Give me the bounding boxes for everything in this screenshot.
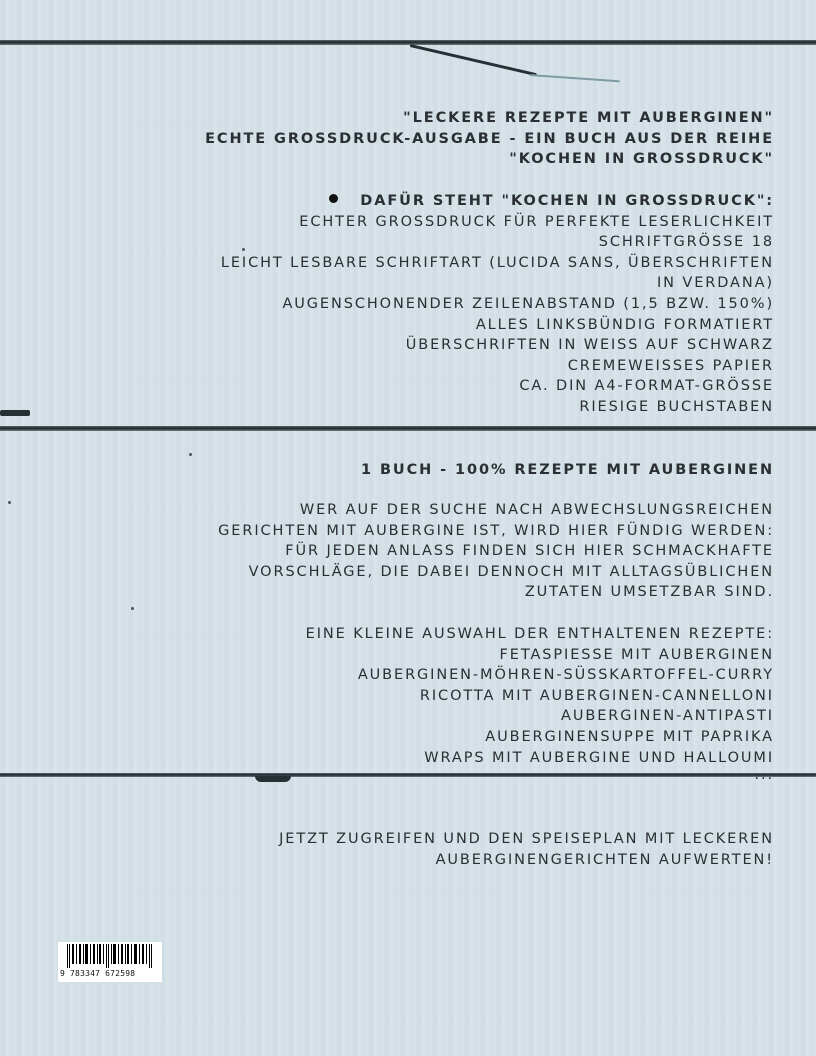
wood-speck bbox=[8, 501, 11, 504]
feature-item: RIESIGE BUCHSTABEN bbox=[579, 398, 774, 415]
feature-item: AUGENSCHONENDER ZEILENABSTAND (1,5 BZW. 150%) bbox=[282, 295, 774, 312]
wood-crack bbox=[0, 410, 30, 416]
wood-crack bbox=[255, 776, 291, 782]
recipe-item: RICOTTA MIT AUBERGINEN-CANNELLONI bbox=[419, 687, 774, 704]
barcode-digits: 9 783347 672598 bbox=[60, 969, 136, 978]
closing-line: AUBERGINENGERICHTEN AUFWERTEN! bbox=[435, 851, 774, 868]
recipe-item: AUBERGINENSUPPE MIT PAPRIKA bbox=[485, 728, 774, 745]
wood-plank-top bbox=[0, 0, 816, 40]
features-heading: DAFÜR STEHT "KOCHEN IN GROSSDRUCK": bbox=[360, 193, 774, 209]
header-section bbox=[205, 108, 774, 170]
book-title: "LECKERE REZEPTE MIT AUBERGINEN" bbox=[403, 110, 774, 126]
recipe-ellipsis: ... bbox=[754, 767, 774, 784]
wood-speck bbox=[131, 607, 134, 610]
recipe-item: WRAPS MIT AUBERGINE UND HALLOUMI bbox=[424, 749, 774, 766]
edition-line: ECHTE GROSSDRUCK-AUSGABE - EIN BUCH AUS DER REIHE bbox=[205, 130, 774, 147]
feature-item: IN VERDANA) bbox=[656, 275, 774, 292]
feature-item: ECHTER GROSSDRUCK FÜR PERFEKTE LESERLICHKEIT bbox=[299, 213, 774, 230]
recipe-item: FETASPIESSE MIT AUBERGINEN bbox=[499, 646, 774, 663]
intro-line: GERICHTEN MIT AUBERGINE IST, WIRD HIER FÜNDIG WERDEN: bbox=[218, 522, 774, 539]
series-name: "KOCHEN IN GROSSDRUCK" bbox=[509, 151, 774, 168]
content-heading: 1 BUCH - 100% REZEPTE MIT AUBERGINEN bbox=[361, 462, 774, 478]
wood-plank-bottom bbox=[0, 777, 816, 1056]
feature-item: CA. DIN A4-FORMAT-GRÖSSE bbox=[519, 378, 774, 395]
intro-line: VORSCHLÄGE, DIE DABEI DENNOCH MIT ALLTAGSÜBLICHEN bbox=[248, 563, 774, 580]
intro-line: WER AUF DER SUCHE NACH ABWECHSLUNGSREICHEN bbox=[299, 502, 774, 518]
feature-item: ALLES LINKSBÜNDIG FORMATIERT bbox=[475, 316, 774, 333]
intro-paragraph bbox=[218, 500, 774, 603]
feature-item: ÜBERSCHRIFTEN IN WEISS AUF SCHWARZ bbox=[405, 337, 774, 354]
recipes-heading: EINE KLEINE AUSWAHL DER ENTHALTENEN REZEPTE: bbox=[305, 626, 774, 642]
feature-item: SCHRIFTGRÖSSE 18 bbox=[598, 234, 774, 251]
recipes-section bbox=[306, 624, 774, 782]
bullet-icon bbox=[329, 194, 338, 203]
recipe-item: AUBERGINEN-MÖHREN-SÜSSKARTOFFEL-CURRY bbox=[357, 667, 774, 684]
wood-speck bbox=[189, 453, 192, 456]
isbn-barcode bbox=[58, 942, 162, 982]
feature-item: LEICHT LESBARE SCHRIFTART (LUCIDA SANS, ÜBERSCHRIFTEN bbox=[220, 254, 774, 271]
closing-section bbox=[279, 829, 774, 870]
intro-line: FÜR JEDEN ANLASS FINDEN SICH HIER SCHMACKHAFTE bbox=[285, 543, 774, 560]
content-heading-block bbox=[361, 460, 774, 481]
barcode-bars-icon bbox=[64, 944, 156, 968]
recipe-item: AUBERGINEN-ANTIPASTI bbox=[561, 708, 774, 725]
feature-item: CREMEWEISSES PAPIER bbox=[567, 357, 774, 374]
intro-line: ZUTATEN UMSETZBAR SIND. bbox=[524, 584, 774, 601]
features-section bbox=[221, 191, 774, 418]
closing-line: JETZT ZUGREIFEN UND DEN SPEISEPLAN MIT LECKEREN bbox=[279, 831, 774, 847]
